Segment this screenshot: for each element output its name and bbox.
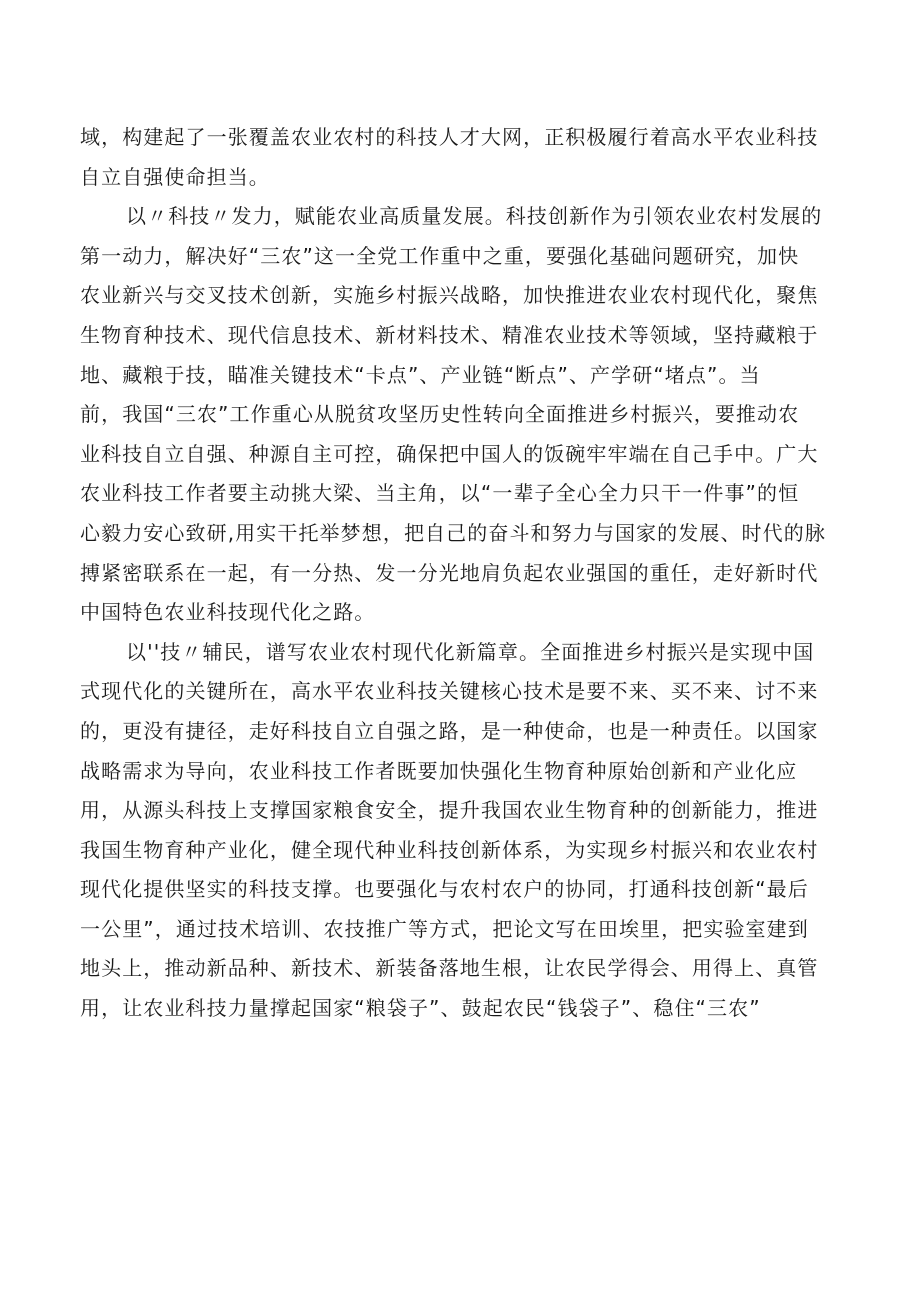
text-line: 式现代化的关键所在，高水平农业科技关键核心技术是要不来、买不来、讨不来 [80, 679, 819, 704]
text-line: 域，构建起了一张覆盖农业农村的科技人才大网，正积极履行着高水平农业科技 [80, 125, 819, 149]
text-line: 心毅力安心致研,用实干托举梦想，把自己的奋斗和努力与国家的发展、时代的脉 [80, 520, 826, 545]
text-line: 用，从源头科技上支撑国家粮食安全，提升我国农业生物育种的创新能力，推进 [80, 798, 819, 823]
paragraph [80, 118, 850, 197]
text-line: 以〃科技〃发力，赋能农业高质量发展。科技创新作为引领农业农村发展的 [126, 204, 823, 229]
text-line: 搏紧密联系在一起，有一分热、发一分光地肩负起农业强国的重任，走好新时代 [80, 560, 819, 585]
text-line: 生物育种技术、现代信息技术、新材料技术、精准农业技术等领域，坚持藏粮于 [80, 322, 819, 347]
text-line: 现代化提供坚实的科技支撑。也要强化与农村农户的协同，打通科技创新“最后 [80, 877, 809, 902]
document-body [80, 118, 850, 1029]
text-line: 我国生物育种产业化，健全现代种业科技创新体系，为实现乡村振兴和农业农村 [80, 837, 819, 862]
text-line: 的，更没有捷径，走好科技自立自强之路，是一种使命，也是一种责任。以国家 [80, 718, 819, 743]
paragraph [80, 633, 850, 1029]
text-line: 农业科技工作者要主动挑大梁、当主角，以“一辈子全心全力只干一件事”的恒 [80, 481, 800, 506]
text-line: 前，我国“三农”工作重心从脱贫攻坚历史性转向全面推进乡村振兴，要推动农 [80, 402, 800, 427]
text-line: 中国特色农业科技现代化之路。 [80, 600, 376, 625]
text-line: 地、藏粮于技，瞄准关键技术“卡点”、产业链“断点”、产学研“堵点”。当 [80, 362, 761, 387]
text-line: 一公里”，通过技术培训、农技推广等方式，把论文写在田埃里，把实验室建到 [80, 916, 809, 941]
text-line: 业科技自立自强、种源自主可控，确保把中国人的饭碗牢牢端在自己手中。广大 [80, 441, 819, 466]
text-line: 农业新兴与交叉技术创新，实施乡村振兴战略，加快推进农业农村现代化，聚焦 [80, 283, 819, 308]
text-line: 用，让农业科技力量撑起国家“粮袋子”、鼓起农民“钱袋子”、稳住“三农” [80, 996, 761, 1021]
text-line: 地头上，推动新品种、新技术、新装备落地生根，让农民学得会、用得上、真管 [80, 956, 819, 981]
text-line: 战略需求为导向，农业科技工作者既要加快强化生物育种原始创新和产业化应 [80, 758, 798, 783]
text-line: 自立自强使命担当。 [80, 164, 270, 189]
paragraph [80, 197, 850, 633]
text-line: 以''技〃辅民，谱写农业农村现代化新篇章。全面推进乡村振兴是实现中国 [126, 639, 815, 664]
text-line: 第一动力，解决好“三农”这一全党工作重中之重，要强化基础问题研究，加快 [80, 243, 800, 268]
